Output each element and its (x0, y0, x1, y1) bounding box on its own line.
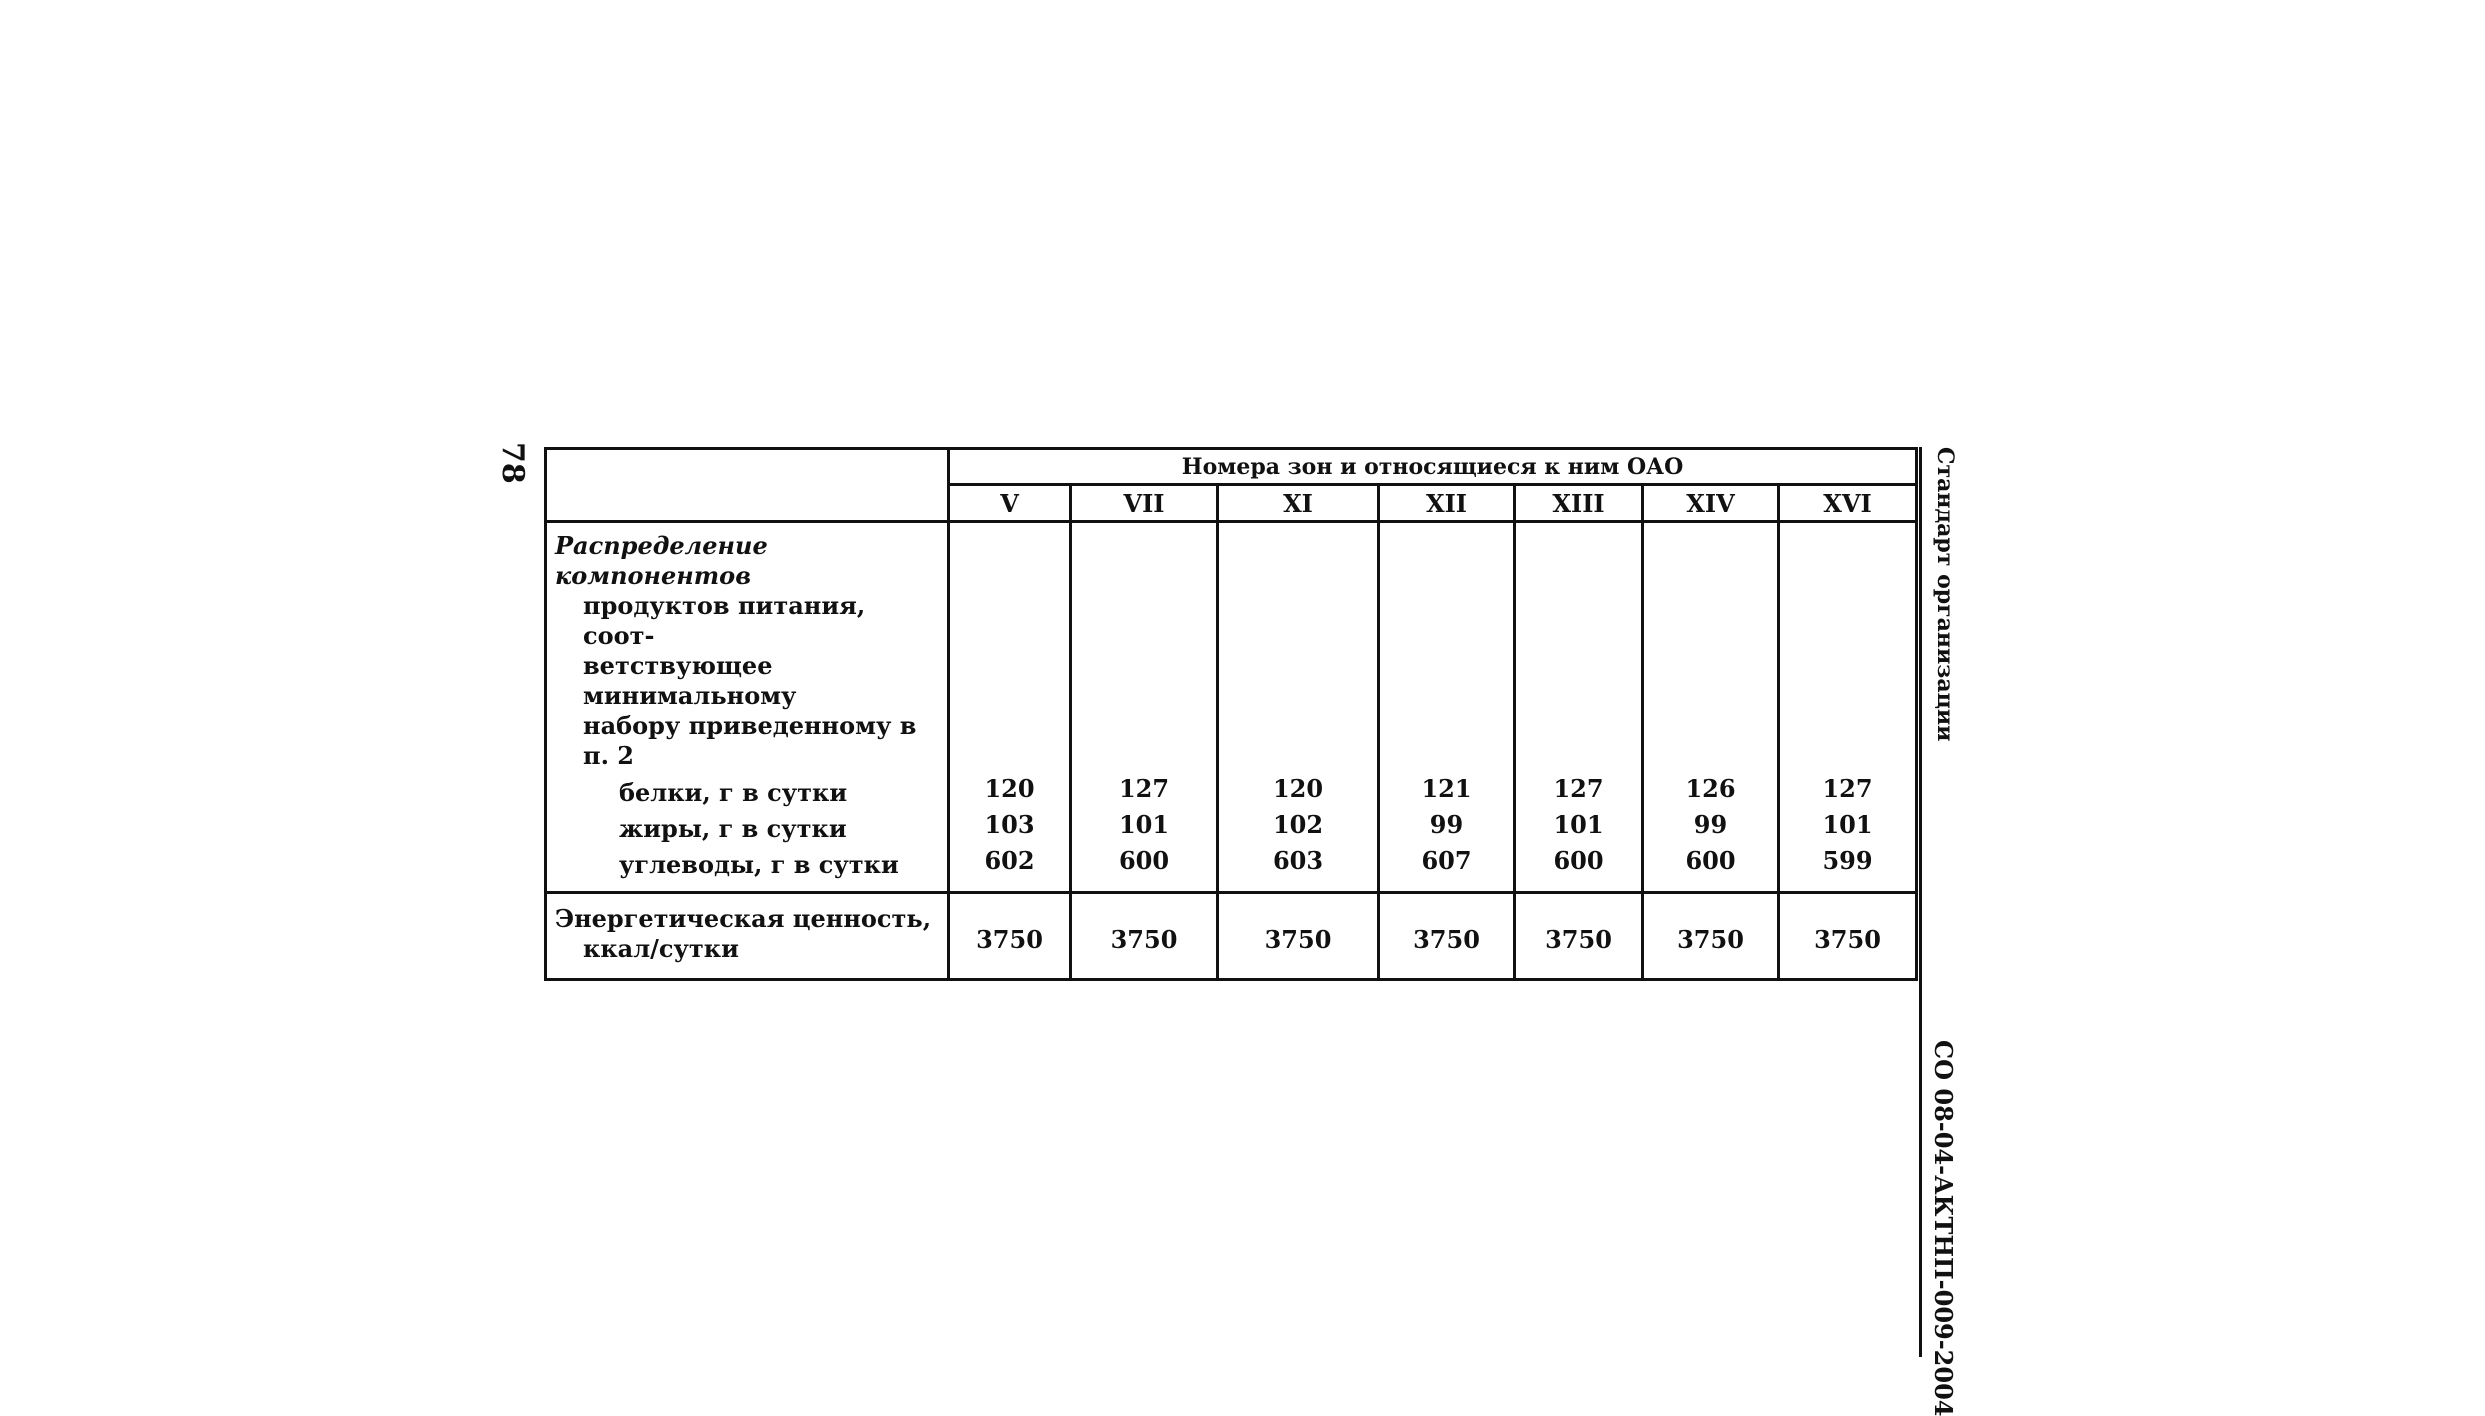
value-protein: 126 (1685, 774, 1736, 803)
value-carbs: 603 (1272, 846, 1324, 875)
energy-label-line1: Энергетическая ценность, (555, 904, 932, 933)
values-cell-xvi (1779, 522, 1917, 893)
value-fat: 99 (1693, 810, 1728, 839)
values-cell-v (949, 522, 1071, 893)
distribution-label-line: продуктов питания, соот- (583, 591, 866, 650)
value-protein: 127 (1553, 774, 1604, 803)
header-corner-cell (546, 449, 949, 522)
value-fat: 99 (1429, 810, 1464, 839)
distribution-label-cell (546, 522, 949, 893)
zone-header-xii: XII (1379, 485, 1515, 522)
row-label-fat: жиры, г в сутки (619, 814, 847, 843)
value-protein: 120 (1272, 774, 1324, 803)
energy-label-cell (546, 893, 949, 980)
zone-header-vii: VII (1071, 485, 1218, 522)
zone-header-xi: XI (1218, 485, 1379, 522)
value-carbs: 602 (984, 846, 1035, 875)
energy-value-xvi: 3750 (1779, 893, 1917, 980)
energy-value-xiii: 3750 (1515, 893, 1643, 980)
value-fat: 101 (1118, 810, 1170, 839)
value-fat: 103 (984, 810, 1035, 839)
energy-label-line2: ккал/сутки (583, 934, 739, 963)
value-protein: 121 (1421, 774, 1472, 803)
energy-value-xiv: 3750 (1643, 893, 1779, 980)
zone-header-xiii: XIII (1515, 485, 1643, 522)
values-cell-vii (1071, 522, 1218, 893)
value-carbs: 600 (1118, 846, 1170, 875)
value-protein: 120 (984, 774, 1035, 803)
value-carbs: 600 (1685, 846, 1736, 875)
side-organization-label: Стандарт организации (1932, 447, 1958, 742)
value-fat: 101 (1553, 810, 1604, 839)
zone-header-v: V (949, 485, 1071, 522)
nutrition-table (544, 447, 1918, 981)
value-carbs: 599 (1822, 846, 1873, 875)
value-carbs: 607 (1421, 846, 1472, 875)
value-protein: 127 (1118, 774, 1170, 803)
side-document-code: СО 08-04-АКТНП-009-2004 (1929, 1040, 1958, 1416)
page-number: 78 (495, 442, 530, 484)
values-cell-xiv (1643, 522, 1779, 893)
energy-value-v: 3750 (949, 893, 1071, 980)
values-cell-xiii (1515, 522, 1643, 893)
distribution-label-line: набору приведенному в п. 2 (583, 711, 917, 770)
values-cell-xii (1379, 522, 1515, 893)
value-fat: 101 (1822, 810, 1873, 839)
value-carbs: 600 (1553, 846, 1604, 875)
zone-header-xvi: XVI (1779, 485, 1917, 522)
value-fat: 102 (1272, 810, 1324, 839)
zones-group-header: Номера зон и относящиеся к ним ОАО (949, 449, 1917, 485)
margin-vertical-rule (1919, 447, 1922, 1357)
zone-header-xiv: XIV (1643, 485, 1779, 522)
values-cell-xi (1218, 522, 1379, 893)
row-label-carbs: углеводы, г в сутки (619, 850, 899, 879)
distribution-label-line: ветствующее минимальному (583, 651, 797, 710)
nutrition-table-container (544, 447, 1915, 963)
distribution-label-lead: Распределение компонентов (555, 531, 768, 590)
energy-value-vii: 3750 (1071, 893, 1218, 980)
row-label-protein: белки, г в сутки (619, 778, 848, 807)
energy-value-xii: 3750 (1379, 893, 1515, 980)
value-protein: 127 (1822, 774, 1873, 803)
energy-value-xi: 3750 (1218, 893, 1379, 980)
